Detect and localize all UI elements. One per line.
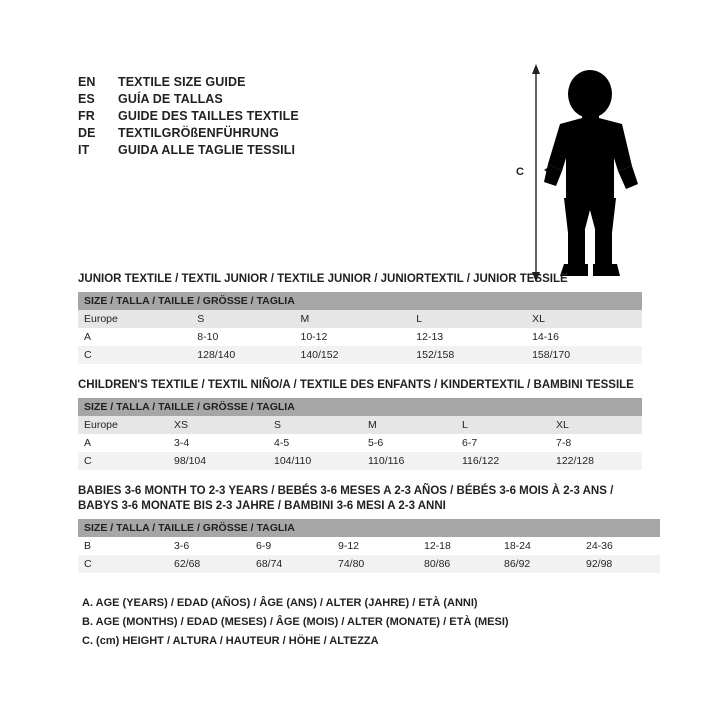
cell: XL — [526, 310, 642, 328]
cell: S — [268, 416, 362, 434]
row-label: B — [78, 537, 168, 555]
measurement-figure — [498, 58, 678, 288]
cell: 9-12 — [332, 537, 418, 555]
legend-item-height: C. (cm) HEIGHT / ALTURA / HAUTEUR / HÖHE / ALTEZZA — [82, 635, 379, 647]
cell: 6-7 — [456, 434, 550, 452]
row-label: Europe — [78, 416, 168, 434]
cell: 14-16 — [526, 328, 642, 346]
height-measure-label: C — [516, 166, 524, 178]
table-row — [78, 416, 642, 434]
language-title-block — [78, 74, 299, 158]
cell: L — [456, 416, 550, 434]
section-title: BABIES 3-6 MONTH TO 2-3 YEARS / BEBÉS 3-6 MESES A 2-3 AÑOS / BÉBÉS 3-6 MOIS À 2-3 ANS / BABYS 3-6 MONATE BIS 2-3 JAHRE / BAMBINI 3-6 MESI A 2-3 ANNI — [78, 485, 614, 512]
cell: 104/110 — [268, 452, 362, 470]
cell: 10-12 — [294, 328, 410, 346]
cell: 140/152 — [294, 346, 410, 364]
section-title: CHILDREN'S TEXTILE / TEXTIL NIÑO/A / TEXTILE DES ENFANTS / KINDERTEXTIL / BAMBINI TESSILE — [78, 379, 634, 391]
language-code: DE — [78, 126, 96, 140]
table-row — [78, 434, 642, 452]
junior-size-table — [78, 292, 642, 364]
row-label: Europe — [78, 310, 191, 328]
row-label: C — [78, 555, 168, 573]
row-label: A — [78, 328, 191, 346]
section-title: JUNIOR TEXTILE / TEXTIL JUNIOR / TEXTILE JUNIOR / JUNIORTEXTIL / JUNIOR TESSILE — [78, 273, 568, 285]
cell: 110/116 — [362, 452, 456, 470]
cell: 3-4 — [168, 434, 268, 452]
cell: 98/104 — [168, 452, 268, 470]
language-row — [78, 142, 299, 158]
section-junior-textile — [78, 272, 642, 364]
table-row — [78, 555, 660, 573]
cell: 5-6 — [362, 434, 456, 452]
cell: 116/122 — [456, 452, 550, 470]
cell: 86/92 — [498, 555, 580, 573]
table-row — [78, 537, 660, 555]
row-label: C — [78, 346, 191, 364]
table-header-row — [78, 398, 642, 416]
cell: 92/98 — [580, 555, 660, 573]
table-header-row — [78, 519, 660, 537]
cell: XS — [168, 416, 268, 434]
cell: L — [410, 310, 526, 328]
babies-size-table — [78, 519, 660, 573]
cell: 7-8 — [550, 434, 642, 452]
row-label: C — [78, 452, 168, 470]
children-size-table — [78, 398, 642, 470]
language-title: GUIDE DES TAILLES TEXTILE — [118, 109, 299, 123]
cell: 128/140 — [191, 346, 294, 364]
language-code: FR — [78, 109, 95, 123]
table-row — [78, 310, 642, 328]
language-title: TEXTILGRÖßENFÜHRUNG — [118, 126, 279, 140]
cell: 6-9 — [250, 537, 332, 555]
cell: 74/80 — [332, 555, 418, 573]
legend-item-age-years: A. AGE (YEARS) / EDAD (AÑOS) / ÂGE (ANS) / ALTER (JAHRE) / ETÀ (ANNI) — [82, 597, 478, 609]
language-title: GUÍA DE TALLAS — [118, 92, 223, 106]
child-silhouette-icon — [498, 58, 678, 288]
section-children-textile — [78, 378, 642, 470]
cell: M — [294, 310, 410, 328]
cell: 8-10 — [191, 328, 294, 346]
language-code: IT — [78, 143, 90, 157]
language-row — [78, 74, 299, 90]
cell: 18-24 — [498, 537, 580, 555]
cell: 62/68 — [168, 555, 250, 573]
table-row — [78, 346, 642, 364]
table-row — [78, 328, 642, 346]
cell: 24-36 — [580, 537, 660, 555]
language-code: EN — [78, 75, 96, 89]
legend-block — [78, 594, 509, 651]
language-title: GUIDA ALLE TAGLIE TESSILI — [118, 143, 296, 157]
table-header-row — [78, 292, 642, 310]
cell: 12-13 — [410, 328, 526, 346]
section-babies-textile — [78, 484, 642, 573]
language-row — [78, 91, 299, 107]
cell: S — [191, 310, 294, 328]
row-label: A — [78, 434, 168, 452]
legend-item-age-months: B. AGE (MONTHS) / EDAD (MESES) / ÂGE (MOIS) / ALTER (MONATE) / ETÀ (MESI) — [82, 616, 509, 628]
language-row — [78, 125, 299, 141]
size-header-label: SIZE / TALLA / TAILLE / GRÖSSE / TAGLIA — [78, 398, 642, 416]
cell: 152/158 — [410, 346, 526, 364]
cell: 122/128 — [550, 452, 642, 470]
cell: M — [362, 416, 456, 434]
language-code: ES — [78, 92, 95, 106]
cell: 80/86 — [418, 555, 498, 573]
cell: 4-5 — [268, 434, 362, 452]
language-title: TEXTILE SIZE GUIDE — [118, 75, 246, 89]
size-header-label: SIZE / TALLA / TAILLE / GRÖSSE / TAGLIA — [78, 519, 660, 537]
cell: 3-6 — [168, 537, 250, 555]
cell: 68/74 — [250, 555, 332, 573]
cell: XL — [550, 416, 642, 434]
language-row — [78, 108, 299, 124]
size-header-label: SIZE / TALLA / TAILLE / GRÖSSE / TAGLIA — [78, 292, 642, 310]
table-row — [78, 452, 642, 470]
cell: 158/170 — [526, 346, 642, 364]
cell: 12-18 — [418, 537, 498, 555]
